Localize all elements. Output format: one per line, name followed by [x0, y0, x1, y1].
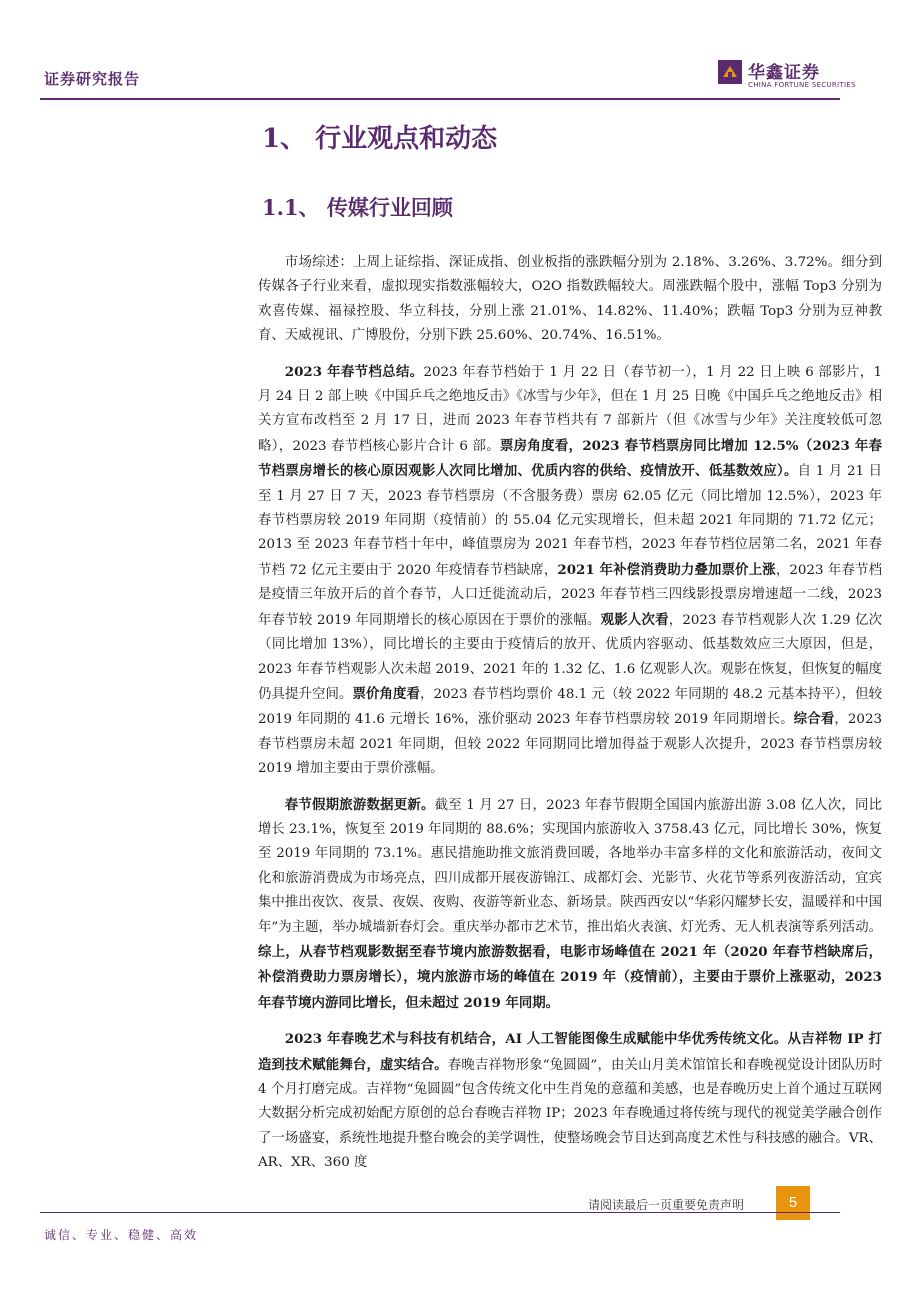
- bold-text-run: 2023 年春节档总结。: [284, 363, 424, 380]
- body-paragraph: [258, 793, 882, 1017]
- disclaimer-note: 请阅读最后一页重要免责声明: [588, 1198, 745, 1212]
- text-run: 自 1 月 21 日至 1 月 27 日 7 天，2023 春节档票房（不含服务费）票房 62.05 亿元（同比增加 12.5%），2023 年春节档票房较 2019 年同期（疫情前）的 55.04 亿元实现增长，但未超 2021 年同期的 71.72 亿元；2013 至 2023 年春节档十年中，峰值票房为 2021 年春节档，2023 年春节档位居第二名，2021 年春节档 72 亿元主要由于 2020 年疫情春节档缺席，: [258, 464, 882, 578]
- subsection-heading: 1.1、 传媒行业回顾: [262, 195, 453, 220]
- report-body: [258, 251, 882, 1187]
- header-divider: [40, 98, 840, 100]
- bold-text-run: 综合看: [793, 711, 835, 728]
- logo-chinese-name: 华鑫证券: [748, 63, 820, 83]
- section-heading: 1、 行业观点和动态: [262, 124, 498, 154]
- bold-text-run: 票房角度看，2023 春节档票房同比增加 12.5%（2023 年春节档票房增长的核心原因观影人次同比增加、优质内容的供给、疫情放开、低基数效应）。: [258, 437, 882, 480]
- bold-text-run: 票价角度看: [352, 685, 420, 702]
- text-run: 截至 1 月 27 日，2023 年春节假期全国国内旅游出游 3.08 亿人次，同比增长 23.1%，恢复至 2019 年同期的 88.6%；实现国内旅游收入 3758.43 亿元，同比增长 30%，恢复至 2019 年同期的 73.1%。惠民措施助推文旅消费回暖，各地举办丰富多样的文化和旅游活动，夜间文化和旅游消费成为市场亮点，四川成都开展夜游锦江、成都灯会、光影节、火花节等系列夜游活动，宜宾集中推出夜饮、夜景、夜娱、夜购、夜游等新业态、新场景。陕西西安以“华彩闪耀梦长安，温暖祥和中国年”为主题，举办城墙新春灯会。重庆举办都市艺术节，推出焰火表演、灯光秀、无人机表演等系列活动。: [258, 797, 883, 935]
- text-run: ，2023 春节档观影人次 1.29 亿次（同比增加 13%），同比增长的主要由于疫情后的放开、优质内容驱动、低基数效应三大原因，但是，2023 年春节档观影人次未超 2019、2021 年的 1.32 亿、1.6 亿观影人次。观影在恢复，但恢复的幅度仍具提升空间。: [258, 612, 883, 702]
- body-paragraph: [258, 1027, 882, 1175]
- logo-english-name: CHINA FORTUNE SECURITIES: [748, 81, 856, 89]
- body-paragraph: [258, 360, 882, 782]
- report-type-label: 证券研究报告: [44, 70, 141, 88]
- text-run: ，2023 春节档票房未超 2021 年同期，但较 2022 年同期同比增加得益于观影人次提升，2023 春节档票房较 2019 增加主要由于票价涨幅。: [258, 712, 882, 777]
- bold-text-run: 观影人次看: [600, 611, 669, 628]
- text-run: 2023 年春节档始于 1 月 22 日（春节初一），1 月 22 日上映 6 部影片，1 月 24 日 2 部上映《中国乒乓之绝地反击》《冰雪与少年》，但在 1 月 25 日晚《中国乒乓之绝地反击》相关方宣布改档至 2 月 17 日，进而 2023 年春节档共有 7 部新片（但《冰雪与少年》关注度较低可忽略），2023 春节档核心影片合计 6 部。: [258, 364, 882, 454]
- text-run: ，2023 年春节档是疫情三年放开后的首个春节，人口迁徙流动后，2023 年春节档三四线影投票房增速超一二线，2023 年春节较 2019 年同期增长的核心原因在于票价的涨幅。: [258, 562, 882, 628]
- text-run: ，2023 春节档均票价 48.1 元（较 2022 年同期的 48.2 元基本持平），但较 2019 年同期的 41.6 元增长 16%，涨价驱动 2023 年春节档票房较 2019 年同期增长。: [258, 686, 883, 728]
- text-run: 春晚吉祥物形象“兔圆圆”，由关山月美术馆馆长和春晚视觉设计团队历时 4 个月打磨完成。吉祥物“兔圆圆”包含传统文化中生肖兔的意蕴和美感，也是春晚历史上首个通过互联网大数据分析完成初始配方原创的总台春晚吉祥物 IP；2023 年春晚通过将传统与现代的视觉美学融合创作了一场盛宴，系统性地提升整台晚会的美学调性，使整场晚会节目达到高度艺术性与科技感的融合。VR、AR、XR、360 度: [258, 1057, 882, 1171]
- company-logo: [718, 56, 858, 96]
- body-paragraph: [258, 251, 882, 349]
- bold-text-run: 2023 年春晚艺术与科技有机结合，AI 人工智能图像生成赋能中华优秀传统文化。从吉祥物 IP 打造到技术赋能舞台，虚实结合。: [258, 1031, 882, 1073]
- bold-text-run: 综上，从春节档观影数据至春节境内旅游数据看，电影市场峰值在 2021 年（2020 年春节档缺席后，补偿消费助力票房增长），境内旅游市场的峰值在 2019 年（疫情前），主要由于票价上涨驱动，2023 年春节境内游同比增长，但未超过 2019 年同期。: [258, 943, 882, 1011]
- logo-mark-icon: [718, 60, 742, 84]
- page-number: 5: [776, 1186, 810, 1220]
- company-motto: 诚信、专业、稳健、高效: [44, 1228, 199, 1242]
- bold-text-run: 2021 年补偿消费助力叠加票价上涨: [557, 561, 776, 578]
- text-run: 市场综述：上周上证综指、深证成指、创业板指的涨跌幅分别为 2.18%、3.26%、3.72%。细分到传媒各子行业来看，虚拟现实指数涨幅较大，O2O 指数跌幅较大。周涨跌幅个股中，涨幅 Top3 分别为欢喜传媒、福禄控股、华立科技，分别上涨 21.01%、14.82%、11.40%；跌幅 Top3 分别为豆神教育、天威视讯、广博股份，分别下跌 25.60%、20.74%、16.51%。: [258, 255, 882, 344]
- footer-divider: [40, 1212, 840, 1213]
- bold-text-run: 春节假期旅游数据更新。: [284, 796, 435, 813]
